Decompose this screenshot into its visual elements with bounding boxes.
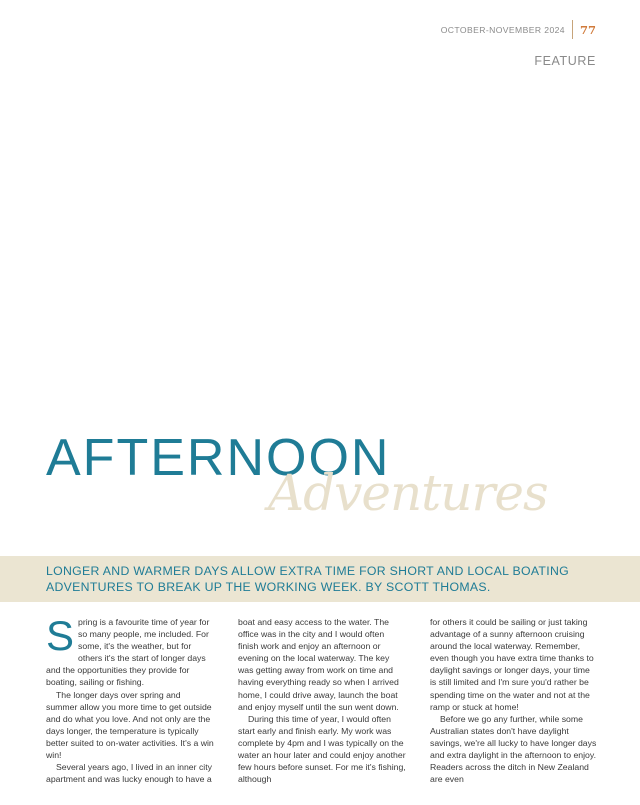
- paragraph: The longer days over spring and summer allow you more time to get outside and do what you love. And not only are the days longer, the temperature is typically better suited to on-water activities. It's a win win!: [46, 689, 214, 761]
- standfirst: LONGER AND WARMER DAYS ALLOW EXTRA TIME FOR SHORT AND LOCAL BOATING ADVENTURES TO BREAK UP THE WORKING WEEK. BY SCOTT THOMAS.: [46, 564, 570, 594]
- paragraph: for others it could be sailing or just taking advantage of a sunny afternoon cruising around the local waterway. Remember, even though you have extra time thanks to daylight savings or longer days, your time is still limited and I'm sure you'd rather be spending time on the water and not at the ramp or stuck at home!: [430, 617, 594, 712]
- body-column-2: [238, 616, 406, 786]
- section-label: FEATURE: [534, 54, 596, 68]
- body-column-1: [46, 616, 214, 786]
- page-number: 77: [579, 22, 596, 37]
- issue-date: OCTOBER-NOVEMBER 2024: [440, 24, 565, 35]
- paragraph: Several years ago, I lived in an inner city apartment and was lucky enough to have a: [46, 762, 212, 785]
- header-divider: [572, 20, 573, 39]
- page-header: [441, 20, 596, 39]
- body-column-3: [430, 616, 598, 786]
- paragraph: [46, 616, 214, 689]
- paragraph: Before we go any further, while some Australian states don't have daylight savings, we're all lucky to have longer days and extra daylight in the afternoon to enjoy. Readers across the ditch in New Zealand are even: [430, 713, 597, 785]
- paragraph-text: pring is a favourite time of year for so many people, me included. For some, it's the weather, but for others it's the start of longer days and the opportunities they provide for boating, sailing or fishing.: [46, 617, 210, 688]
- paragraph: During this time of year, I would often start early and finish early. My work was complete by 4pm and I was typically on the water an hour later and could enjoy another few hours before sunset. For me it's fishing, although: [238, 713, 406, 785]
- paragraph: boat and easy access to the water. The office was in the city and I would often finish work and enjoy an afternoon or evening on the local waterway. The key was getting away from work on time and having everything ready so when I arrived home, I could drive away, launch the boat and enjoy myself until the sun went down.: [238, 617, 399, 712]
- headline: AFTERNOON: [46, 429, 391, 487]
- drop-cap: S: [46, 616, 75, 659]
- article-body: [46, 616, 598, 786]
- script-subtitle: Adventures: [268, 464, 548, 522]
